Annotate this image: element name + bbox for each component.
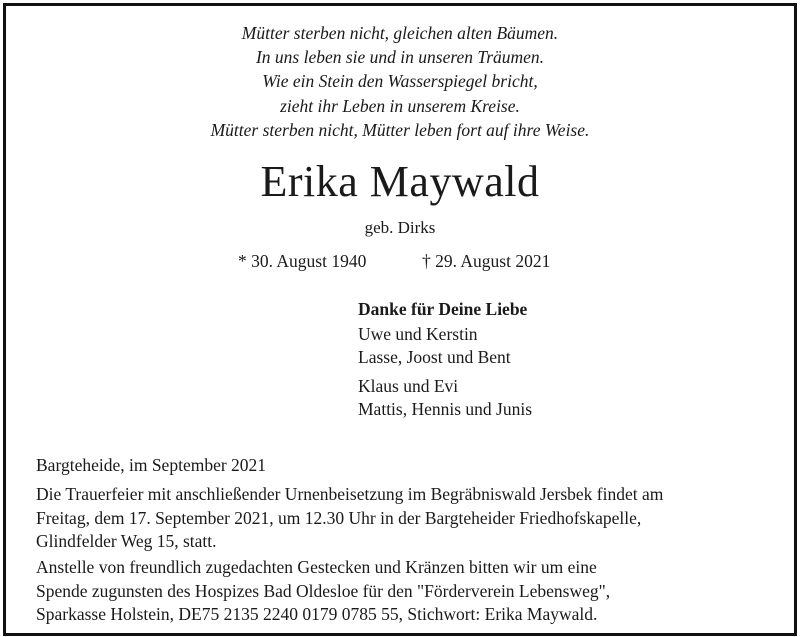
poem-line: Mütter sterben nicht, Mütter leben fort auf ihre Weise. — [210, 119, 590, 140]
mourners-block — [358, 298, 532, 427]
death-date: † 29. August 2021 — [422, 251, 551, 271]
mourner-line: Klaus und Evi — [358, 376, 459, 396]
memorial-poem — [6, 21, 794, 142]
mourner-group — [358, 323, 532, 369]
mourner-line: Lasse, Joost und Bent — [358, 347, 511, 367]
obituary-notice — [3, 3, 797, 636]
deceased-name: Erika Maywald — [260, 157, 540, 206]
donation-line: Spende zugunsten des Hospizes Bad Oldesloe für den "Förderverein Lebensweg", — [36, 580, 611, 601]
poem-line: Wie ein Stein den Wasserspiegel bricht, — [262, 71, 538, 92]
maiden-name: geb. Dirks — [364, 218, 436, 237]
mourner-group — [358, 375, 532, 421]
place-and-date: Bargteheide, im September 2021 — [36, 455, 267, 475]
ceremony-line: Freitag, dem 17. September 2021, um 12.30 Uhr in der Bargteheider Friedhofskapelle, — [36, 507, 642, 528]
donation-line: Anstelle von freundlich zugedachten Gestecken und Kränzen bitten wir um eine — [36, 557, 597, 577]
poem-line: In uns leben sie und in unseren Träumen. — [255, 47, 545, 68]
mourner-line: Mattis, Hennis und Junis — [358, 399, 533, 419]
thanks-heading: Danke für Deine Liebe — [358, 299, 528, 319]
poem-line: zieht ihr Leben in unserem Kreise. — [280, 95, 520, 116]
donation-paragraph — [36, 556, 610, 627]
donation-line: Sparkasse Holstein, DE75 2135 2240 0179 0785 55, Stichwort: Erika Maywald. — [36, 604, 598, 624]
ceremony-line: Die Trauerfeier mit anschließender Urnenbeisetzung im Begräbniswald Jersbek findet am — [36, 484, 664, 504]
ceremony-line: Glindfelder Weg 15, statt. — [36, 531, 217, 551]
ceremony-paragraph — [36, 483, 663, 554]
poem-line: Mütter sterben nicht, gleichen alten Bäumen. — [241, 23, 559, 43]
mourner-line: Uwe und Kerstin — [358, 324, 478, 344]
birth-date: * 30. August 1940 — [238, 251, 367, 271]
